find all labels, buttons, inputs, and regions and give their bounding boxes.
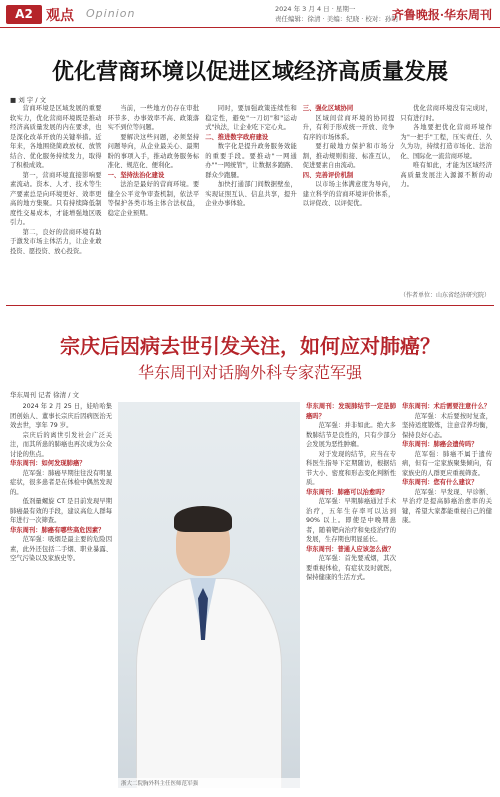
paragraph: 第一，营商环境直接影响要素流动。资本、人才、技术等生产要素总是向环境更好、效率更高的地方集聚。只有持续降低制度性交易成本，才能增强地区吸引力。 [10, 171, 102, 226]
paragraph: 范军强：首先要戒烟，其次要重视体检，有症状及时就医，保持健康的生活方式。 [306, 555, 396, 581]
article2-far-right-column [402, 402, 492, 788]
paragraph: 法治是最好的营商环境。要健全公平竞争审查机制，依法平等保护各类市场主体合法权益，稳定企业预期。 [107, 181, 200, 217]
doctor-photo [118, 402, 300, 788]
paragraph: 范军强：并非如此。绝大多数肺结节是良性的，只有少部分会发展为恶性肿瘤。 [306, 422, 396, 448]
article2-body [10, 390, 492, 790]
paragraph: 第二，良好的营商环境有助于激发市场主体活力，让企业敢投资、愿投资、放心投资。 [10, 228, 102, 255]
section-english-name: Opinion [86, 7, 136, 20]
article1-column [205, 104, 297, 266]
paragraph: 营商环境是区域发展的重要软实力，优化营商环境既是推动经济高质量发展的内在要求，也是深化改革开放的关键举措。近年来，各地围绕简政放权、放管结合、优化服务持续发力，取得了积极成效。 [10, 105, 102, 169]
paragraph: 优化营商环境没有完成时，只有进行时。 [400, 105, 492, 122]
paragraph: 范军强：早发现、早诊断、早治疗是提高肺癌治愈率的关键，希望大家都能重视自己的健康。 [402, 488, 492, 524]
paragraph: 区域间营商环境的协同提升，有利于形成统一开放、竞争有序的市场体系。 [302, 114, 395, 141]
paragraph: 加快打通部门间数据壁垒，实现证照互认、信息共享，提升企业办事体验。 [205, 181, 297, 207]
article2-subheadline: 华东周刊对话胸外科专家范军强 [137, 363, 362, 382]
paragraph: 数字化是提升政务服务效能的重要手段。要推动"一网通办""一网统管"，让数据多跑路、群众少跑腿。 [205, 143, 297, 179]
paragraph: 四、完善评价机制 [302, 171, 354, 179]
article1-author-note: （作者单位：山东省经济研究院） [399, 292, 490, 299]
paragraph: 范军强：肺癌不属于遗传病，但有一定家族聚集倾向，有家族史的人群更应重视筛查。 [402, 450, 492, 477]
article1-headline: 优化营商环境以促进区域经济高质量发展 [51, 59, 448, 85]
photo-caption: 浙大二院胸外科主任医师范军强 [118, 778, 300, 788]
paragraph: 范军强：早期肺癌通过手术治疗，五年生存率可以达到 90% 以上。即使是中晚期患者，随着靶向治疗和免疫治疗的发展，生存期也明显延长。 [306, 498, 396, 543]
article2-headline: 宗庆后因病去世引发关注，如何应对肺癌？ [60, 334, 440, 358]
article1-column [108, 104, 200, 266]
paragraph: 要打破地方保护和市场分割，推动规则衔接、标准互认，促进要素自由流动。 [302, 143, 395, 169]
article1-column [400, 104, 492, 266]
masthead [0, 0, 500, 28]
issue-date: 2024 年 3 月 4 日 · 星期一 [275, 5, 356, 13]
paragraph: 三、强化区域协同 [302, 105, 354, 112]
paragraph: 低剂量螺旋 CT 是目前发现早期肺癌最有效的手段，建议高危人群每年进行一次筛查。 [10, 498, 112, 524]
paragraph: 各地要把优化营商环境作为"一把手"工程，压实责任、久久为功，持续打造市场化、法治化、国际化一流营商环境。 [400, 124, 492, 160]
paragraph: 华东周刊：肺癌可以治愈吗？ [306, 488, 388, 496]
article2-left-column [10, 402, 112, 788]
paragraph: 二、推进数字政府建设 [205, 133, 269, 141]
paragraph: 宗庆后的离世引发社会广泛关注，而其所患的肺癌也再次成为公众讨论的焦点。 [10, 431, 112, 458]
paragraph: 以市场主体满意度为导向，建立科学的营商环境评价体系，以评促改、以评促优。 [302, 181, 395, 207]
paragraph: 华东周刊：如何发现肺癌？ [10, 460, 86, 467]
paragraph: 范军强：吸烟是最主要的危险因素，此外还包括二手烟、职业暴露、空气污染以及家族史等。 [10, 536, 112, 562]
paragraph: 要解决这些问题，必须坚持问题导向，从企业最关心、最期盼的事项入手，推动政务服务标准化、规范化、便利化。 [107, 133, 200, 169]
section-tag: A2 [6, 5, 42, 24]
paper-name: 齐鲁晚报·华东周刊 [391, 8, 492, 22]
paragraph: 华东周刊：普通人应该怎么做？ [306, 545, 395, 553]
article2-right-column [306, 402, 396, 788]
issue-editors: 责任编辑：徐清 · 美编：纪晓 · 校对：孙明 [275, 15, 398, 23]
hair-shape [174, 506, 232, 532]
paragraph: 范军强：术后要按时复查，坚持适度锻炼，注意营养均衡，保持良好心态。 [402, 412, 492, 439]
paragraph: 华东周刊：肺癌会遗传吗？ [402, 441, 478, 448]
paragraph: 华东周刊：您有什么建议？ [402, 479, 478, 486]
paragraph: 华东周刊：术后需要注意什么？ [402, 403, 491, 410]
paragraph: 2024 年 2 月 25 日，娃哈哈集团创始人、董事长宗庆后因病医治无效去世，享年 79 岁。 [10, 403, 112, 429]
paragraph: 华东周刊：肺癌有哪些高危因素？ [10, 526, 105, 534]
paragraph: 当前，一些地方仍存在审批环节多、办事效率不高、政策落实不到位等问题。 [107, 105, 200, 131]
article1-body [10, 104, 492, 266]
paragraph: 一、坚持法治化建设 [107, 171, 165, 179]
section-divider [6, 305, 494, 306]
paragraph: 同时，要加强政策连续性和稳定性，避免"一刀切"和"运动式"执法，让企业吃下定心丸。 [205, 105, 297, 131]
paragraph: 范军强：肺癌早期往往没有明显症状，很多患者是在体检中偶然发现的。 [10, 469, 112, 496]
paragraph: 对于发现的结节，应当在专科医生指导下定期随访，根据结节大小、密度和形态变化判断性质。 [306, 450, 396, 486]
article1-column [303, 104, 395, 266]
section-name: 观点 [46, 8, 74, 24]
paragraph: 华东周刊：发现肺结节一定是肺癌吗？ [306, 403, 396, 420]
article1-column [10, 104, 102, 266]
article1-author: ■ 刘 宇 / 文 [10, 96, 47, 104]
paragraph: 唯有如此，才能为区域经济高质量发展注入源源不断的动力。 [400, 162, 492, 188]
article2-byline: 华东周刊 记者 徐清 / 文 [10, 391, 79, 399]
